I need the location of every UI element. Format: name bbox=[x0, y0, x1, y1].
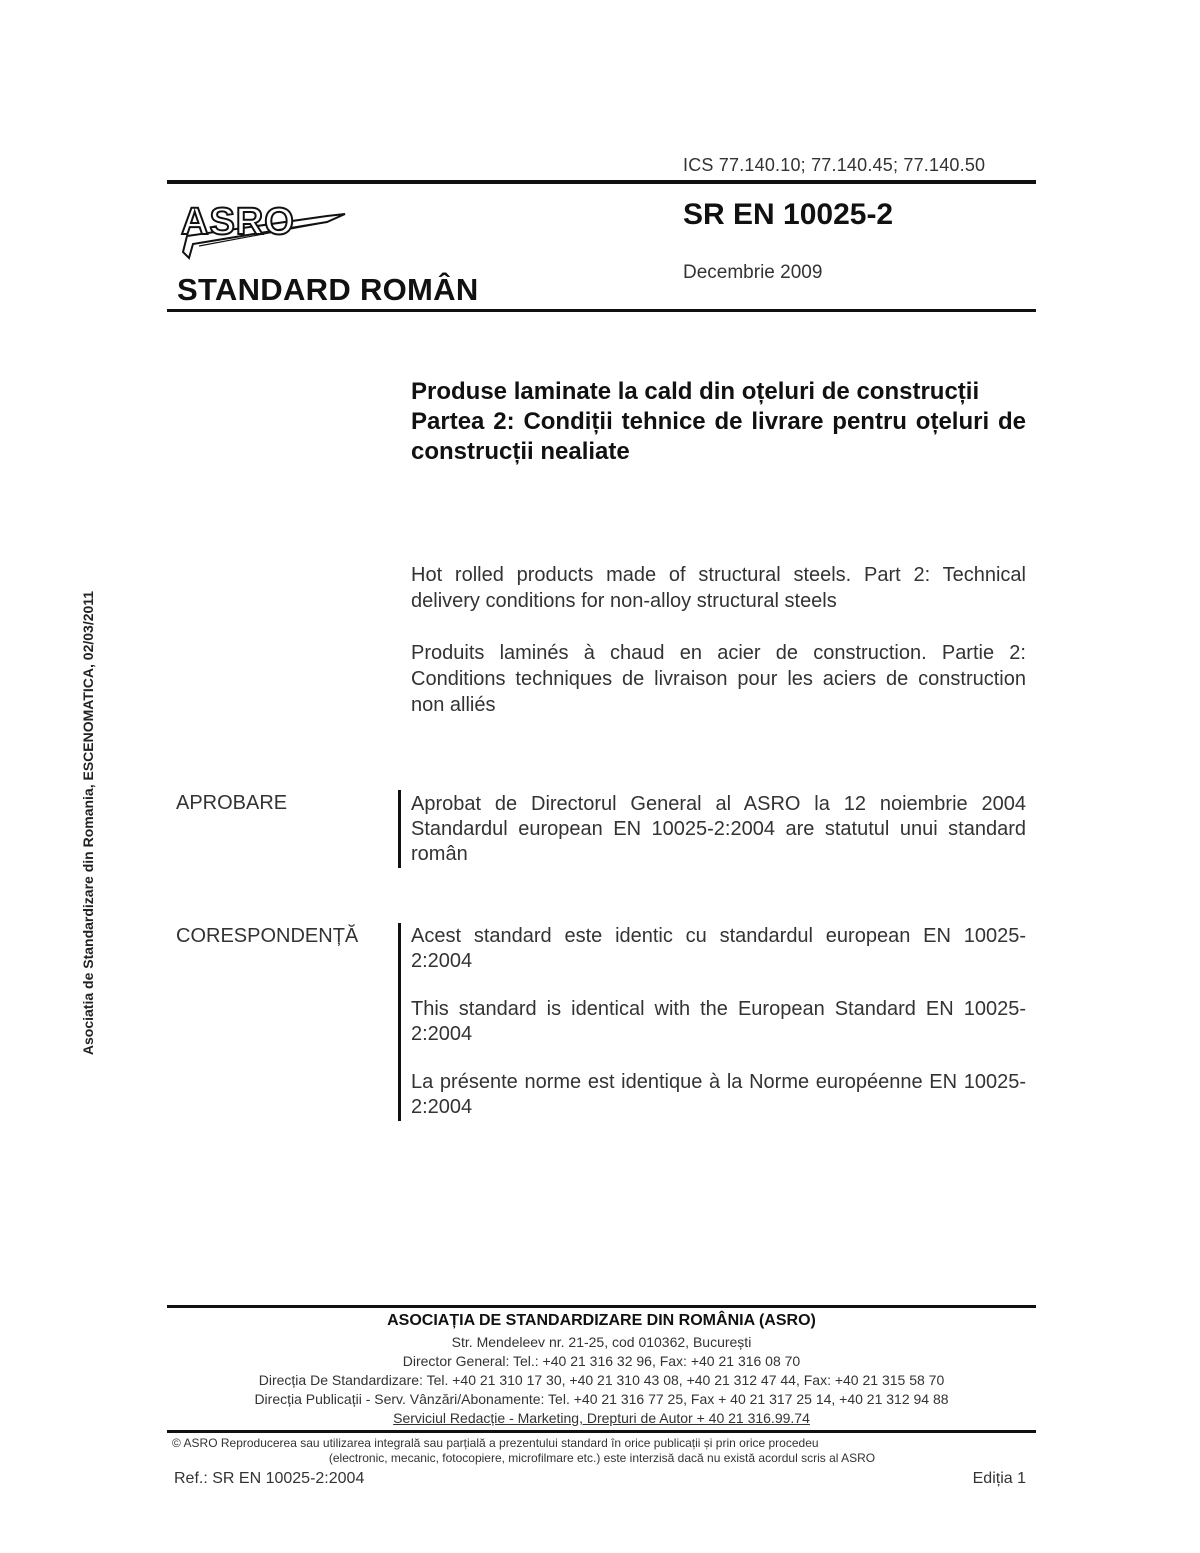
footer-publications: Direcția Publicații - Serv. Vânzări/Abonamente: Tel. +40 21 316 77 25, Fax + 40 21 317 25 14, +40 21 312 94 88 bbox=[254, 1391, 949, 1407]
title-line-1: Produse laminate la cald din oțeluri de construcții bbox=[411, 378, 980, 405]
correspondence-label: CORESPONDENȚĂ bbox=[176, 925, 359, 947]
footer-editorial: Serviciul Redacție - Marketing, Drepturi de Autor + 40 21 316.99.74 bbox=[393, 1410, 810, 1426]
document-type: STANDARD ROMÂN bbox=[177, 272, 479, 307]
approval-label: APROBARE bbox=[176, 792, 288, 814]
footer-standardization: Direcția De Standardizare: Tel. +40 21 310 17 30, +40 21 310 43 08, +40 21 312 47 44, Fax: +40 21 315 58 70 bbox=[258, 1372, 945, 1388]
title-line-2: Partea 2: Condiții tehnice de livrare pentru oțeluri de construcții nealiate bbox=[411, 408, 1026, 465]
reference: Ref.: SR EN 10025-2:2004 bbox=[174, 1470, 365, 1487]
copyright-notice bbox=[172, 1436, 1032, 1466]
ics-codes: ICS 77.140.10; 77.140.45; 77.140.50 bbox=[683, 155, 986, 175]
correspondence-block bbox=[411, 924, 1026, 1143]
footer-address: Str. Mendeleev nr. 21-25, cod 010362, București bbox=[451, 1334, 752, 1350]
asro-logo bbox=[177, 192, 347, 264]
footer-bottom-rule bbox=[167, 1430, 1036, 1433]
edition: Ediția 1 bbox=[972, 1470, 1026, 1487]
standard-date: Decembrie 2009 bbox=[683, 262, 823, 283]
footer-top-rule bbox=[167, 1305, 1036, 1308]
header-top-rule bbox=[167, 180, 1036, 184]
footer-director: Director General: Tel.: +40 21 316 32 96, Fax: +40 21 316 08 70 bbox=[402, 1353, 801, 1369]
title-french: Produits laminés à chaud en acier de construction. Partie 2: Conditions techniques de livraison pour les aciers de construction non alliés bbox=[411, 642, 1026, 716]
correspondence-en: This standard is identical with the European Standard EN 10025-2:2004 bbox=[411, 998, 1026, 1045]
asro-logo-text: ASRO bbox=[181, 201, 295, 243]
correspondence-bar bbox=[398, 923, 401, 1121]
approval-bar bbox=[398, 790, 401, 868]
header-bottom-rule bbox=[167, 309, 1036, 312]
document-title bbox=[411, 377, 1026, 467]
approval-text: Aprobat de Directorul General al ASRO la 12 noiembrie 2004 Standardul european EN 10025-2:2004 are statutul unui standard român bbox=[411, 793, 1026, 865]
footer-org-name: ASOCIAȚIA DE STANDARDIZARE DIN ROMÂNIA (ASRO) bbox=[387, 1312, 816, 1329]
correspondence-fr: La présente norme est identique à la Norme européenne EN 10025-2:2004 bbox=[411, 1071, 1026, 1118]
side-watermark: Asociatia de Standardizare din Romania, ESCENOMATICA, 02/03/2011 bbox=[80, 590, 96, 1056]
standard-code: SR EN 10025-2 bbox=[683, 198, 894, 231]
title-english: Hot rolled products made of structural steels. Part 2: Technical delivery conditions for non-alloy structural steels bbox=[411, 564, 1026, 612]
copyright-line-1: © ASRO Reproducerea sau utilizarea integrală sau parțială a prezentului standard în orice publicații și prin orice procedeu bbox=[172, 1436, 819, 1450]
correspondence-ro: Acest standard este identic cu standardul european EN 10025-2:2004 bbox=[411, 925, 1026, 972]
copyright-line-2: (electronic, mecanic, fotocopiere, microfilmare etc.) este interzisă dacă nu există acordul scris al ASRO bbox=[328, 1451, 876, 1465]
